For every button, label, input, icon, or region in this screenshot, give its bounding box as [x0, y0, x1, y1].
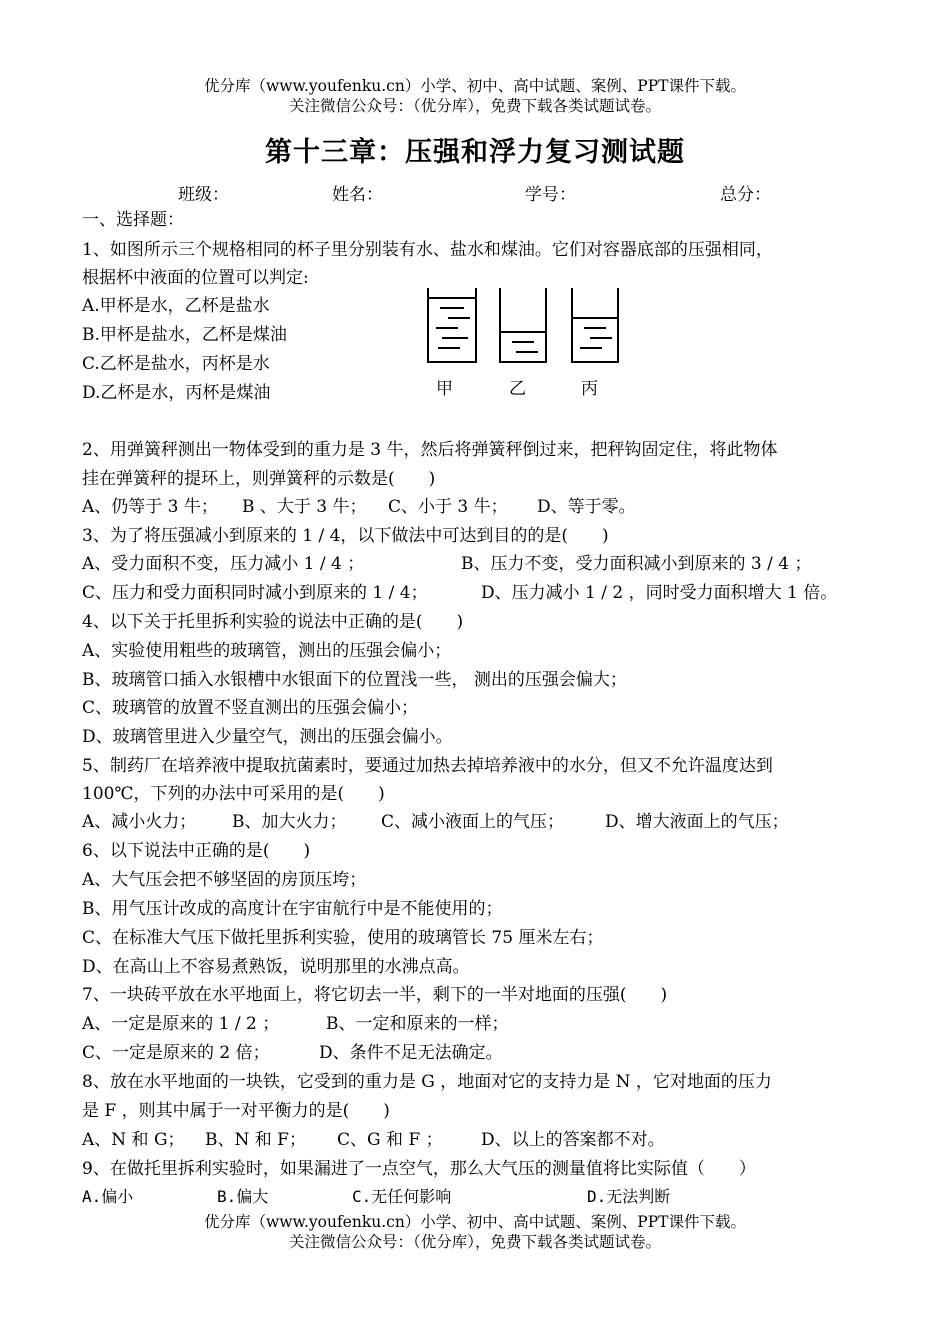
q2-option-b: B 、大于 3 牛； [242, 497, 367, 517]
q1-option-c: C.乙杯是盐水，丙杯是水 [82, 354, 270, 374]
q3-stem: 3、为了将压强减小到原来的 1 / 4，以下做法中可达到目的的是( ) [82, 526, 609, 546]
q5-option-b: B、加大火力； [232, 812, 347, 832]
name-label: 姓名： [332, 185, 383, 205]
q8-stem-line-1: 8、放在水平地面的一块铁，它受到的重力是 G ，地面对它的支持力是 N ，它对地面的压力 [82, 1072, 772, 1092]
score-label: 总分： [720, 185, 771, 205]
three-cups-figure [418, 286, 638, 366]
q1-stem-line-1: 1、如图所示三个规格相同的杯子里分别装有水、盐水和煤油。它们对容器底部的压强相同， [82, 240, 773, 260]
q5-option-d: D、增大液面上的气压； [605, 812, 789, 832]
q8-option-c: C、G 和 F ； [337, 1130, 443, 1150]
q4-option-a: A、实验使用粗些的玻璃管，测出的压强会偏小； [82, 641, 452, 661]
q4-option-b: B、玻璃管口插入水银槽中水银面下的位置浅一些， 测出的压强会偏大； [82, 670, 627, 690]
q2-option-a: A、仍等于 3 牛； [82, 497, 218, 517]
q7-option-d: D、条件不足无法确定。 [319, 1043, 503, 1063]
q7-option-a: A、一定是原来的 1 / 2 ； [82, 1014, 280, 1034]
q5-stem-line-1: 5、制药厂在培养液中提取抗菌素时，要通过加热去掉培养液中的水分，但又不允许温度达到 [82, 756, 773, 776]
q6-option-c: C、在标准大气压下做托里拆利实验，使用的玻璃管长 75 厘米左右； [82, 928, 604, 948]
q4-stem: 4、以下关于托里拆利实验的说法中正确的是( ) [82, 612, 464, 632]
q6-stem: 6、以下说法中正确的是( ) [82, 841, 311, 861]
class-label: 班级： [178, 185, 229, 205]
cup-bing [572, 288, 618, 362]
q4-option-c: C、玻璃管的放置不竖直测出的压强会偏小； [82, 698, 419, 718]
q6-option-b: B、用气压计改成的高度计在宇宙航行中是不能使用的； [82, 899, 503, 919]
cup-jia [428, 288, 476, 362]
q5-option-c: C、减小液面上的气压； [381, 812, 565, 832]
footer-line-1: 优分库（www.youfenku.cn）小学、初中、高中试题、案例、PPT课件下载。 [203, 1213, 747, 1231]
student-id-label: 学号： [525, 185, 576, 205]
section-heading: 一、选择题： [82, 210, 184, 230]
q6-option-d: D、在高山上不容易煮熟饭，说明那里的水沸点高。 [82, 957, 470, 977]
header-line-2: 关注微信公众号：（优分库），免费下载各类试题试卷。 [288, 97, 661, 115]
footer-line-2: 关注微信公众号：（优分库），免费下载各类试题试卷。 [288, 1233, 661, 1251]
q1-stem-line-2: 根据杯中液面的位置可以判定: [82, 268, 309, 288]
q7-option-c: C、一定是原来的 2 倍； [82, 1043, 270, 1063]
q9-option-c: C.无任何影响 [352, 1187, 452, 1206]
q7-stem: 7、一块砖平放在水平地面上，将它切去一半，剩下的一半对地面的压强( ) [82, 985, 668, 1005]
q2-option-c: C、小于 3 牛； [388, 497, 508, 517]
q2-option-d: D、等于零。 [537, 497, 636, 517]
page-title: 第十三章：压强和浮力复习测试题 [265, 137, 685, 168]
cup-label-jia: 甲 [436, 379, 453, 399]
q7-option-b: B、一定和原来的一样； [326, 1014, 509, 1034]
cup-yi [500, 288, 546, 362]
q1-option-b: B.甲杯是盐水，乙杯是煤油 [82, 325, 287, 345]
header-line-1: 优分库（www.youfenku.cn）小学、初中、高中试题、案例、PPT课件下载。 [203, 77, 747, 95]
cup-label-bing: 丙 [581, 379, 598, 399]
q3-option-d: D、压力减小 1 / 2 ，同时受力面积增大 1 倍。 [481, 583, 838, 603]
q9-option-d: D.无法判断 [587, 1187, 671, 1206]
q1-option-a: A.甲杯是水，乙杯是盐水 [82, 296, 270, 316]
q3-option-c: C、压力和受力面积同时减小到原来的 1 / 4； [82, 583, 428, 603]
q9-option-a: A.偏小 [82, 1187, 134, 1206]
cup-label-yi: 乙 [509, 379, 526, 399]
q6-option-a: A、大气压会把不够坚固的房顶压垮； [82, 870, 367, 890]
q9-stem: 9、在做托里拆利实验时，如果漏进了一点空气，那么大气压的测量值将比实际值（ ） [82, 1159, 756, 1179]
q8-option-a: A、N 和 G； [82, 1130, 185, 1150]
q8-option-d: D、以上的答案都不对。 [481, 1130, 665, 1150]
q3-option-b: B、压力不变，受力面积减小到原来的 3 / 4 ； [461, 554, 812, 574]
q3-option-a: A、受力面积不变，压力减小 1 / 4 ； [82, 554, 365, 574]
q5-stem-line-2: 100℃，下列的办法中可采用的是( ) [82, 784, 385, 804]
q2-stem-line-1: 2、用弹簧秤测出一物体受到的重力是 3 牛，然后将弹簧秤倒过来，把秤钩固定住，将此物体 [82, 440, 778, 460]
q8-option-b: B、N 和 F； [205, 1130, 306, 1150]
q5-option-a: A、减小火力； [82, 812, 197, 832]
q4-option-d: D、玻璃管里进入少量空气，测出的压强会偏小。 [82, 727, 453, 747]
q9-option-b: B.偏大 [217, 1187, 269, 1206]
q1-option-d: D.乙杯是水，丙杯是煤油 [82, 383, 271, 403]
q8-stem-line-2: 是 F ，则其中属于一对平衡力的是( ) [82, 1101, 390, 1121]
q2-stem-line-2: 挂在弹簧秤的提环上，则弹簧秤的示数是( ) [82, 469, 436, 489]
